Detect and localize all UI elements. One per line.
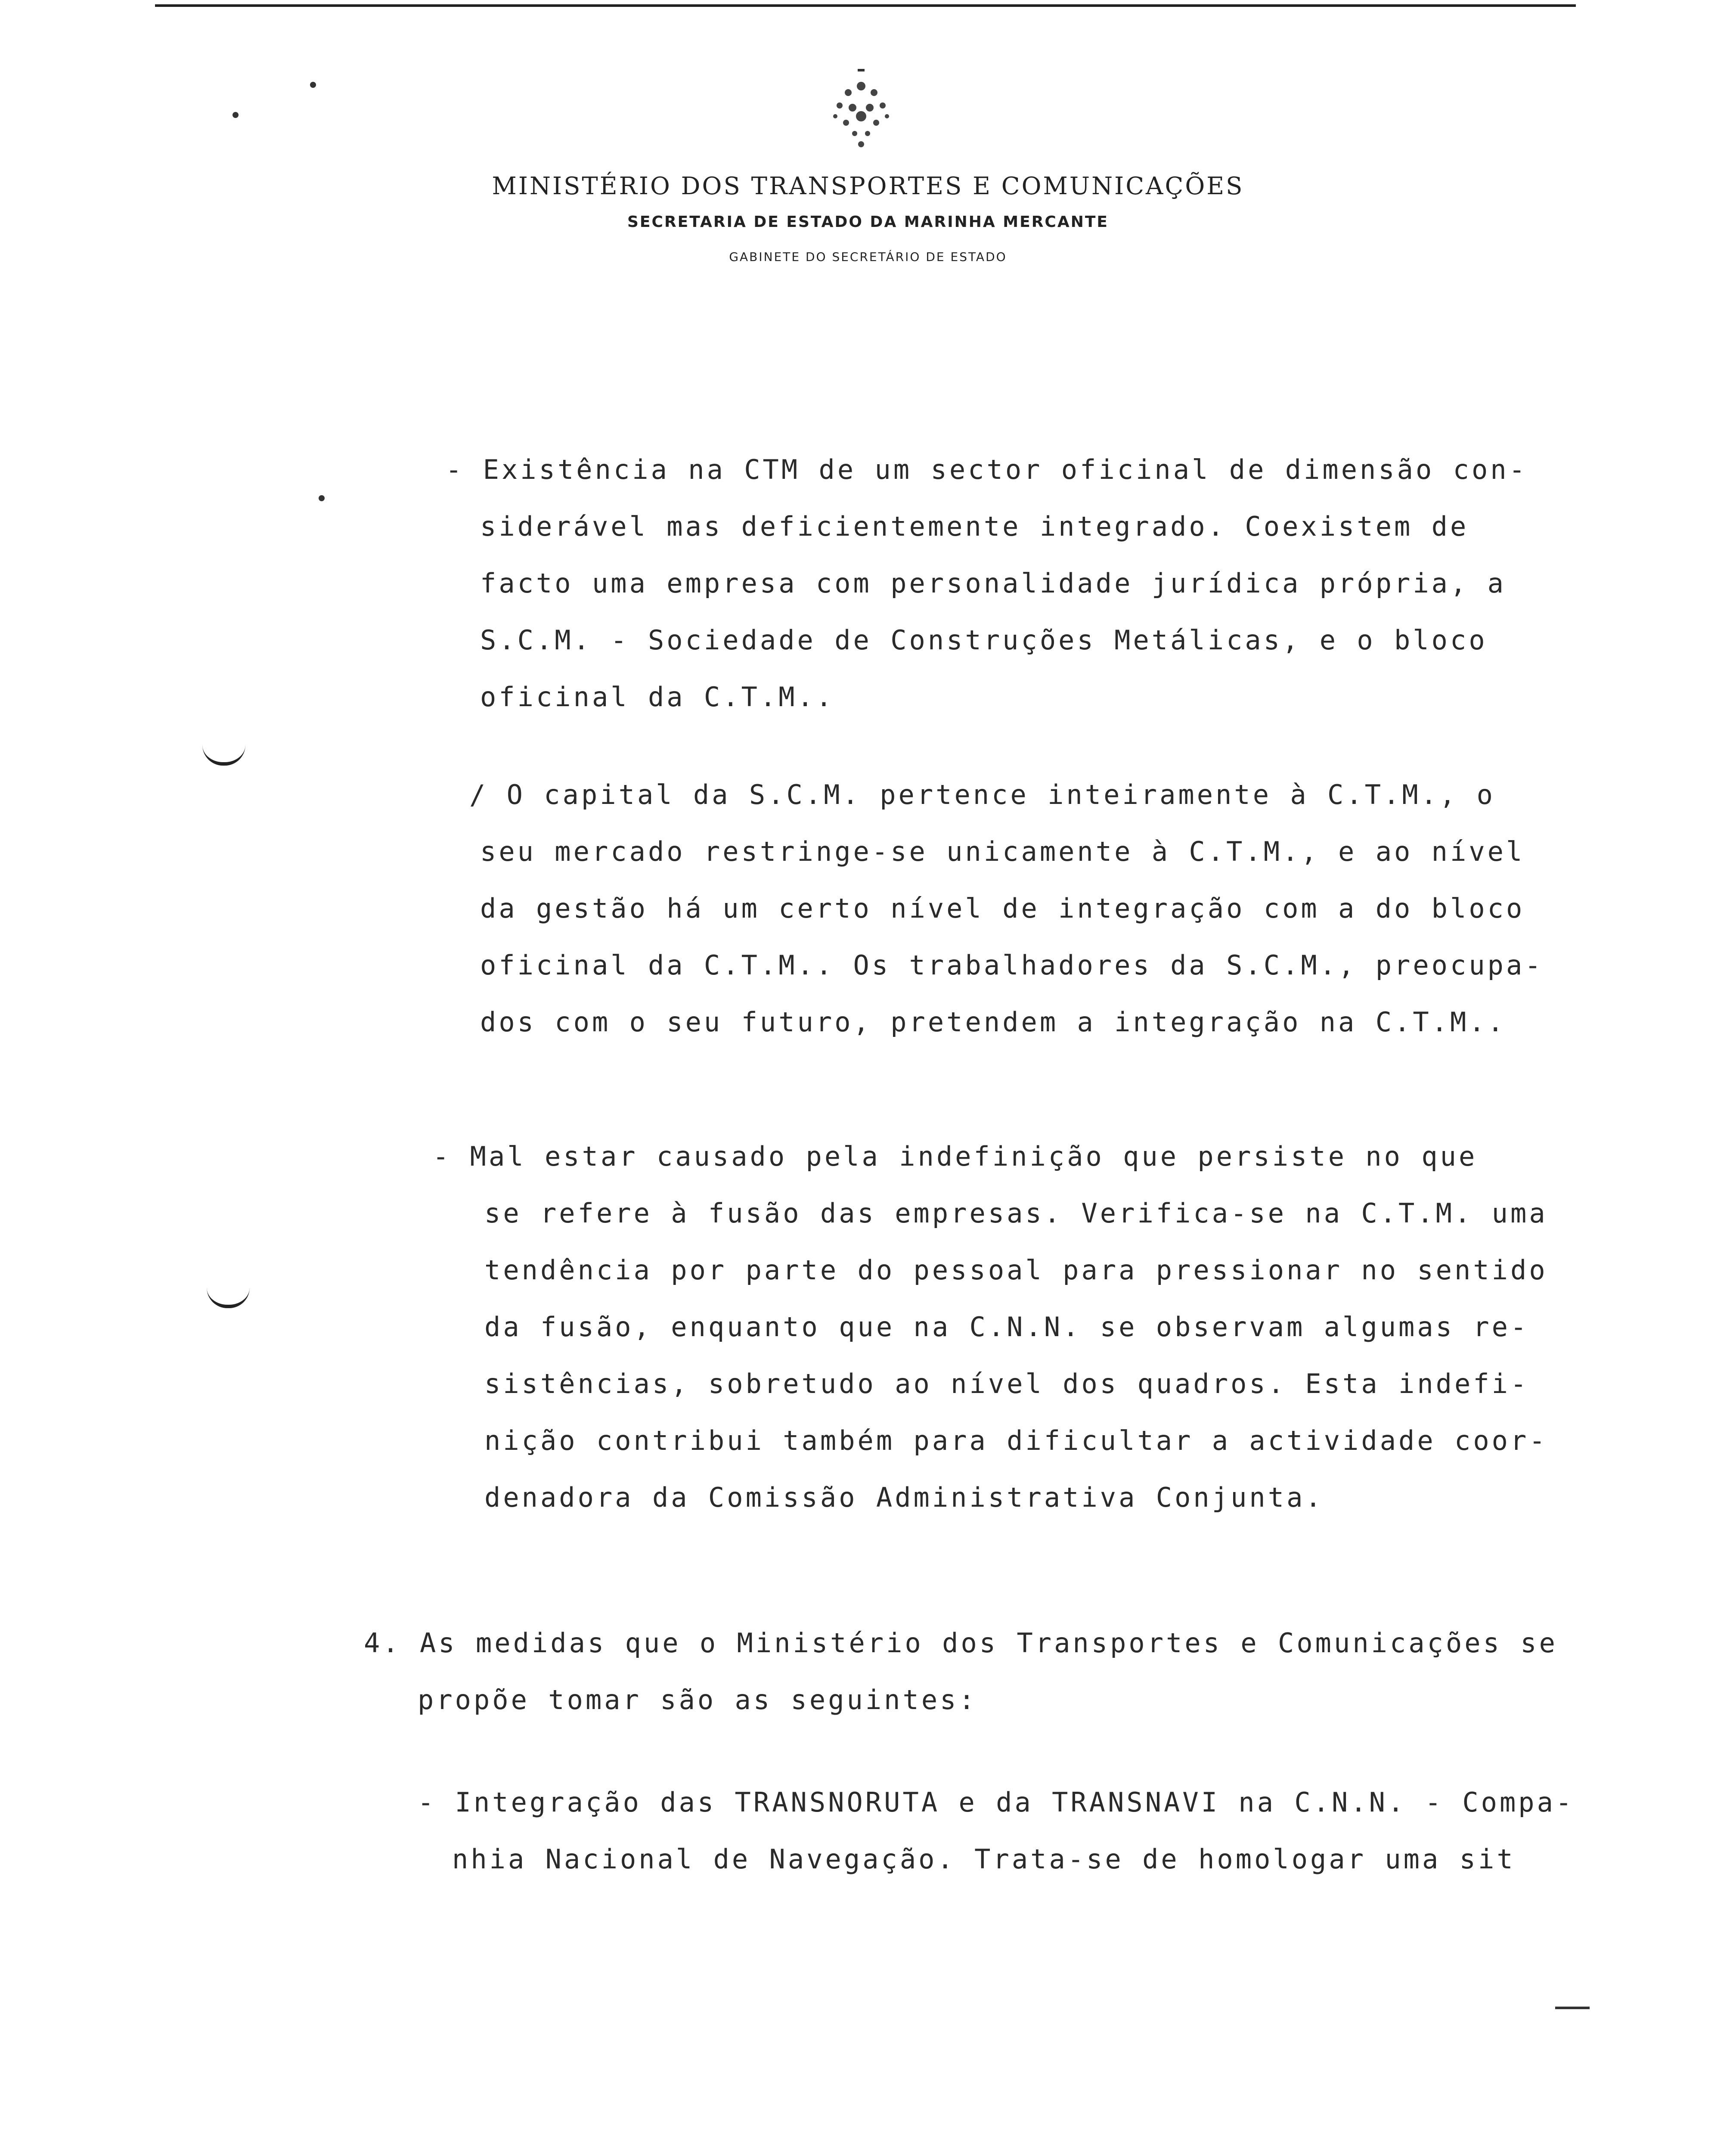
speck [232, 112, 239, 118]
text-line: S.C.M. - Sociedade de Construções Metálicas, e o bloco [480, 624, 1488, 656]
paragraph-scm-capital [469, 766, 1544, 1051]
paragraph-integration [418, 1774, 1574, 1888]
speck [319, 495, 325, 501]
text-line: nhia Nacional de Navegação. Trata-se de homologar uma sit [452, 1843, 1516, 1875]
gabinete-title: GABINETE DO SECRETÁRIO DE ESTADO [729, 250, 1007, 264]
text-line: - Existência na CTM de um sector oficinal de dimensão con- [446, 454, 1528, 485]
text-line: - Mal estar causado pela indefinição que persiste no que [433, 1141, 1478, 1172]
text-line: oficinal da C.T.M.. Os trabalhadores da S.C.M., preocupa- [480, 949, 1544, 981]
text-line: facto uma empresa com personalidade jurídica própria, a [480, 568, 1506, 599]
text-line: propõe tomar são as seguintes: [418, 1684, 977, 1716]
margin-dash [1555, 2007, 1590, 2009]
paragraph-ministry-measures [364, 1615, 1558, 1728]
speck [310, 82, 316, 88]
text-line: - Integração das TRANSNORUTA e da TRANSNAVI na C.N.N. - Compa- [418, 1787, 1575, 1818]
text-line: da gestão há um certo nível de integração com a do bloco [480, 893, 1525, 924]
text-line: denadora da Comissão Administrativa Conjunta. [484, 1482, 1324, 1513]
text-line: sistências, sobretudo ao nível dos quadros. Esta indefi- [484, 1368, 1529, 1399]
text-line: siderável mas deficientemente integrado. Coexistem de [480, 511, 1469, 542]
text-line: / O capital da S.C.M. pertence inteiramente à C.T.M., o [469, 779, 1495, 810]
text-line: da fusão, enquanto que na C.N.N. se observam algumas re- [484, 1311, 1529, 1343]
text-line: se refere à fusão das empresas. Verifica-se na C.T.M. uma [484, 1197, 1548, 1229]
paragraph-ctm-sector [446, 441, 1528, 726]
top-border-rule [155, 4, 1576, 7]
text-line: nição contribui também para dificultar a actividade coor- [484, 1425, 1548, 1456]
text-line: oficinal da C.T.M.. [480, 681, 835, 713]
margin-check-mark [202, 745, 245, 766]
text-line: 4. As medidas que o Ministério dos Transportes e Comunicações se [364, 1627, 1558, 1659]
coat-of-arms-seal-icon [809, 69, 913, 159]
text-line: seu mercado restringe-se unicamente à C.T.M., e ao nível [480, 836, 1525, 867]
text-line: tendência por parte do pessoal para pressionar no sentido [484, 1254, 1548, 1286]
secretaria-title: SECRETARIA DE ESTADO DA MARINHA MERCANTE [627, 213, 1109, 231]
text-line: dos com o seu futuro, pretendem a integração na C.T.M.. [480, 1006, 1506, 1038]
paragraph-fusion-indefinition [433, 1128, 1548, 1526]
ministry-title: MINISTÉRIO DOS TRANSPORTES E COMUNICAÇÕES [492, 172, 1244, 200]
margin-check-mark [207, 1287, 250, 1308]
